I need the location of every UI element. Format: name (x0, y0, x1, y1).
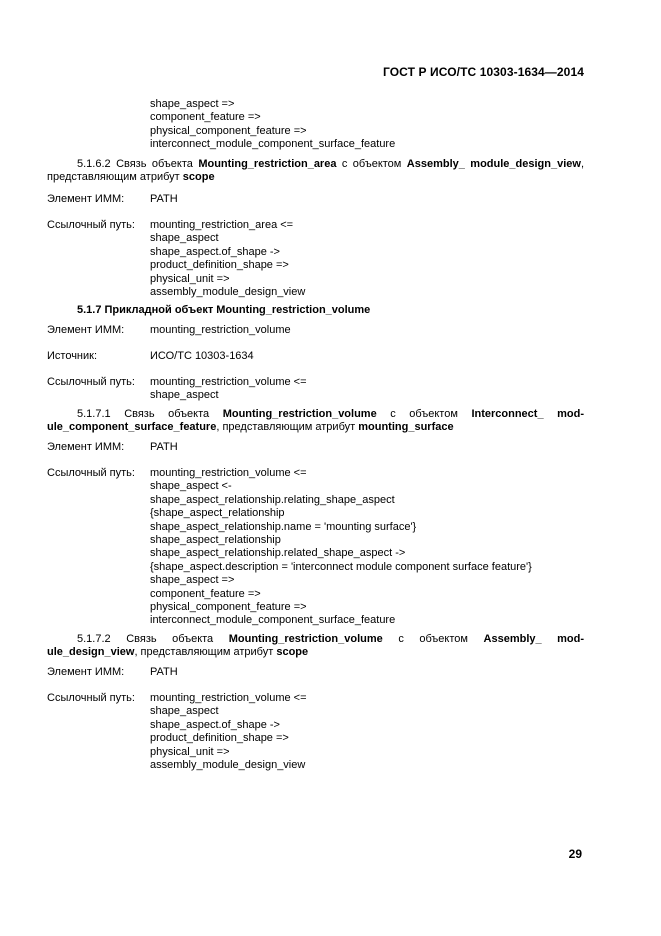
page-number: 29 (568, 847, 582, 861)
path-line: shape_aspect => (150, 98, 235, 110)
path-line: physical_unit => (150, 745, 230, 758)
path-line: interconnect_module_component_surface_feature (150, 138, 396, 151)
ref-path-label: Ссылочный путь: (47, 219, 135, 231)
path-line: shape_aspect.of_shape -> (150, 245, 280, 258)
path-line: mounting_restriction_volume <= (150, 692, 307, 704)
ref-path-lines (150, 692, 307, 772)
path-line: shape_aspect (150, 389, 219, 402)
top-path-lines (150, 98, 395, 152)
path-line: mounting_restriction_volume <= (150, 376, 307, 388)
path-line: shape_aspect (150, 232, 219, 245)
path-line: shape_aspect_relationship.related_shape_aspect -> (150, 547, 406, 560)
path-line: shape_aspect_relationship.name = 'mounting surface'} (150, 520, 417, 533)
path-line: product_definition_shape => (150, 259, 289, 272)
imm-value: mounting_restriction_volume (150, 324, 291, 336)
path-line: shape_aspect <- (150, 480, 232, 493)
path-line: shape_aspect_relationship (150, 534, 281, 547)
path-line: component_feature => (150, 111, 261, 124)
imm-label: Элемент ИММ: (47, 324, 125, 336)
path-line: shape_aspect (150, 705, 219, 718)
path-line: component_feature => (150, 587, 261, 600)
source-label: Источник: (47, 350, 98, 362)
path-line: product_definition_shape => (150, 732, 289, 745)
section-5162-title: 5.1.6.2 Связь объекта Mounting_restriction_area с объектом Assembly_ module_design_view, представляющим атрибут scope (47, 158, 585, 184)
path-line: physical_component_feature => (150, 601, 307, 614)
imm-label: Элемент ИММ: (47, 666, 125, 678)
path-line: mounting_restriction_area <= (150, 219, 294, 231)
section-517-heading: 5.1.7 Прикладной объект Mounting_restriction_volume (77, 304, 371, 316)
imm-value: PATH (150, 193, 178, 205)
imm-label: Элемент ИММ: (47, 441, 125, 453)
path-line: assembly_module_design_view (150, 759, 306, 772)
path-line: {shape_aspect_relationship (150, 507, 285, 520)
source-value: ИСО/ТС 10303-1634 (150, 350, 254, 362)
path-line: shape_aspect.of_shape -> (150, 718, 280, 731)
ref-path-label: Ссылочный путь: (47, 467, 135, 479)
page-header: ГОСТ Р ИСО/ТС 10303-1634—2014 (383, 65, 584, 79)
path-line: {shape_aspect.description = 'interconnect module component surface feature'} (150, 560, 532, 573)
imm-label: Элемент ИММ: (47, 193, 125, 205)
ref-path-lines (150, 219, 305, 299)
section-5172-title: 5.1.7.2 Связь объекта Mounting_restriction_volume с объектом Assembly_ mod- ule_design_view, представляющим атрибут scope (47, 633, 585, 659)
path-line: assembly_module_design_view (150, 286, 306, 299)
section-5171-title: 5.1.7.1 Связь объекта Mounting_restriction_volume с объектом Interconnect_ mod- ule_component_surface_feature, представляющим атрибут mounting_surface (47, 408, 584, 434)
path-line: interconnect_module_component_surface_feature (150, 614, 396, 627)
path-line: shape_aspect => (150, 574, 235, 587)
ref-path-label: Ссылочный путь: (47, 376, 135, 388)
ref-path-label: Ссылочный путь: (47, 692, 135, 704)
path-line: shape_aspect_relationship.relating_shape_aspect (150, 493, 395, 506)
imm-value: PATH (150, 441, 178, 453)
path-line: physical_component_feature => (150, 124, 307, 137)
ref-path-lines (150, 467, 532, 628)
imm-value: PATH (150, 666, 178, 678)
path-line: mounting_restriction_volume <= (150, 467, 307, 479)
path-line: physical_unit => (150, 272, 230, 285)
ref-path-lines (150, 376, 307, 403)
